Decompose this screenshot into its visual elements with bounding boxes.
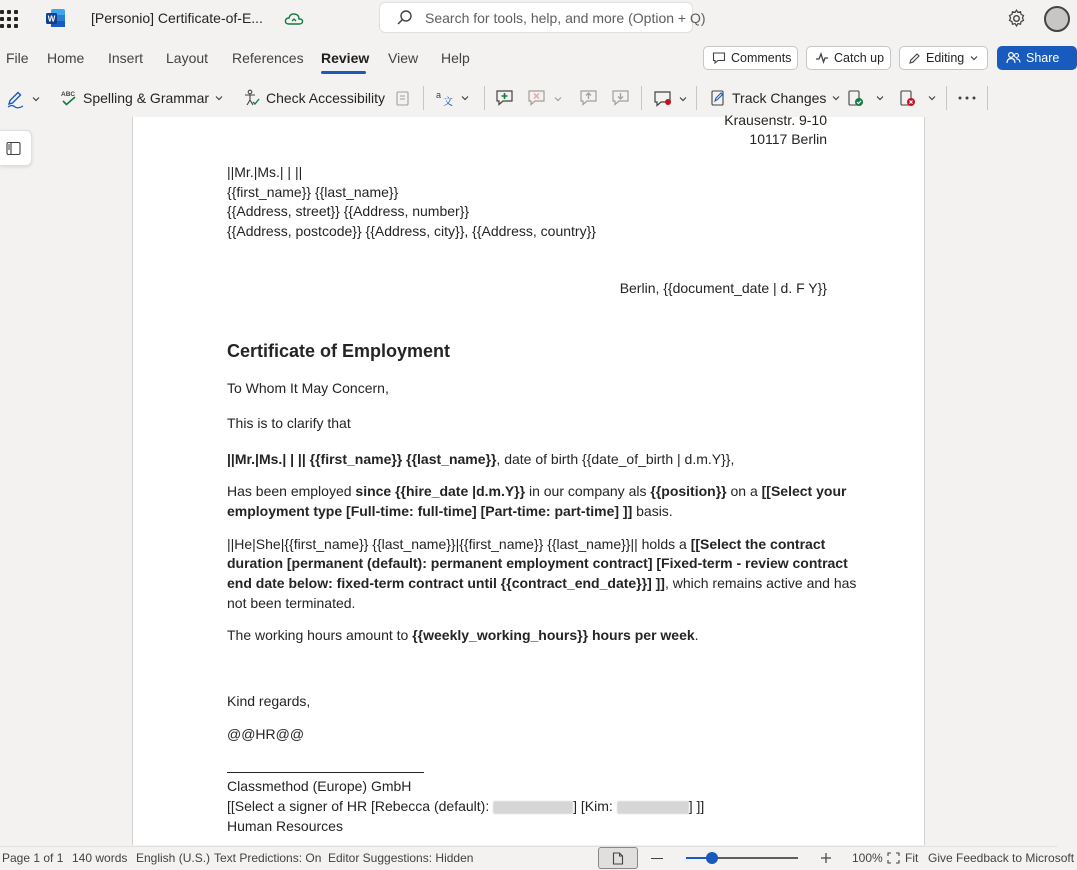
ribbon-separator — [987, 86, 988, 110]
chevron-down-icon — [678, 94, 688, 104]
new-comment-icon[interactable] — [495, 88, 515, 108]
navigation-pane-button[interactable] — [0, 130, 32, 166]
company-name: Classmethod (Europe) GmbH — [227, 778, 412, 794]
paragraph-contract-cont: not been terminated. — [227, 595, 356, 611]
zoom-slider-thumb[interactable] — [706, 852, 718, 864]
menu-layout[interactable]: Layout — [166, 50, 209, 66]
text-run: ] [Kim: — [573, 798, 613, 814]
comment-icon — [712, 51, 726, 65]
people-icon — [1006, 51, 1021, 65]
menu-review[interactable]: Review — [321, 50, 370, 66]
editing-mode-button[interactable] — [899, 46, 988, 70]
track-changes-button[interactable] — [709, 89, 841, 107]
svg-text:ABC: ABC — [61, 91, 76, 98]
show-comments-icon — [653, 89, 673, 109]
pulse-icon — [815, 51, 829, 65]
chevron-down-icon — [460, 93, 470, 103]
intro-line: This is to clarify that — [227, 415, 351, 431]
spelling-check-icon — [60, 89, 78, 107]
paragraph-hours — [227, 625, 699, 645]
editing-label: Editing — [926, 51, 965, 65]
reject-change-icon — [898, 89, 916, 107]
address-line: Krausenstr. 9-10 — [724, 112, 827, 128]
share-label: Share — [1026, 51, 1060, 65]
search-input[interactable]: Search for tools, help, and more (Option + Q) — [425, 10, 706, 26]
comments-label: Comments — [731, 51, 792, 65]
signature-line — [227, 772, 424, 773]
active-tab-indicator — [321, 71, 366, 74]
text-run: in our company als — [525, 483, 651, 499]
text-run: ||He|She|{{first_name}} {{last_name}}|{{first_name}} {{last_name}}|| holds a — [227, 536, 691, 552]
chevron-down-icon — [31, 94, 41, 104]
fit-button[interactable]: Fit — [905, 851, 919, 865]
redacted-name — [493, 801, 573, 814]
paragraph-contract — [227, 534, 825, 554]
bold-run: {{position}} — [650, 483, 727, 499]
bold-run: [[Select your — [761, 483, 847, 499]
text-run: ] ]] — [688, 798, 705, 814]
text-run: Has been employed — [227, 483, 356, 499]
ribbon-separator — [641, 86, 642, 110]
document-date: Berlin, {{document_date | d. F Y}} — [619, 280, 827, 296]
next-comment-icon[interactable] — [611, 88, 631, 108]
search-box[interactable] — [379, 2, 706, 33]
svg-text:W: W — [47, 14, 56, 24]
word-logo-icon — [46, 8, 66, 28]
svg-text:a: a — [436, 90, 442, 100]
bold-run: ||Mr.|Ms.| | || {{first_name}} {{last_name}} — [227, 451, 497, 467]
give-feedback-link[interactable]: Give Feedback to Microsoft — [928, 851, 1075, 865]
greeting: To Whom It May Concern, — [227, 380, 389, 396]
track-changes-label: Track Changes — [732, 90, 827, 106]
accept-change-icon — [846, 89, 864, 107]
comments-button[interactable] — [703, 46, 798, 70]
closing: Kind regards, — [227, 693, 311, 709]
editor-button[interactable] — [6, 89, 41, 109]
paragraph-contract-cont — [227, 573, 856, 593]
paragraph-employment-cont — [227, 501, 673, 521]
signer-selection — [227, 796, 704, 816]
recipient-city: {{Address, postcode}} {{Address, city}}, {{Address, country}} — [227, 223, 596, 239]
bold-run: since {{hire_date |d.m.Y}} — [355, 483, 526, 499]
translate-button[interactable] — [435, 89, 470, 107]
ribbon-separator — [946, 86, 947, 110]
menu-insert[interactable]: Insert — [108, 50, 144, 66]
text-run: . — [694, 627, 699, 643]
document-heading: Certificate of Employment — [227, 341, 451, 361]
bold-run: {{weekly_working_hours}} hours per week — [412, 627, 695, 643]
recipient-street: {{Address, street}} {{Address, number}} — [227, 203, 470, 219]
chevron-down-icon — [875, 93, 885, 103]
translate-icon — [435, 89, 455, 107]
department: Human Resources — [227, 818, 343, 834]
recipient-salutation: ||Mr.|Ms.| | || — [227, 164, 303, 180]
word-count[interactable]: 140 words — [72, 851, 128, 865]
chevron-down-icon[interactable] — [553, 94, 563, 104]
show-comments-button[interactable] — [653, 89, 688, 109]
svg-text:文: 文 — [443, 97, 453, 108]
navigation-pane-icon — [6, 141, 21, 156]
delete-comment-icon[interactable] — [527, 88, 547, 108]
ribbon-separator — [484, 86, 485, 110]
check-accessibility-label: Check Accessibility — [266, 90, 386, 106]
previous-comment-icon[interactable] — [579, 88, 599, 108]
share-button[interactable] — [997, 46, 1077, 70]
spelling-grammar-button[interactable] — [60, 89, 224, 107]
page-count[interactable]: Page 1 of 1 — [2, 851, 64, 865]
menu-help[interactable]: Help — [441, 50, 470, 66]
paragraph-employment — [227, 481, 846, 501]
menu-view[interactable]: View — [388, 50, 419, 66]
text-run: [[Select a signer of HR [Rebecca (default): — [227, 798, 490, 814]
bold-run: end date below: fixed-term contract until {{contract_end_date}}] ]] — [227, 575, 665, 591]
fit-icon — [887, 852, 900, 864]
menu-references[interactable]: References — [232, 50, 304, 66]
more-options-icon[interactable] — [958, 96, 976, 100]
zoom-in-icon[interactable] — [820, 852, 832, 864]
paragraph-contract-cont: duration [permanent (default): permanent employment contract] [Fixed-term - review contract — [227, 555, 848, 571]
read-aloud-icon[interactable] — [394, 89, 412, 107]
chevron-down-icon — [831, 93, 841, 103]
app-launcher-icon[interactable] — [0, 10, 18, 28]
text-run: , date of birth {{date_of_birth | d.m.Y}}, — [496, 451, 735, 467]
editor-suggestions-status[interactable]: Editor Suggestions: Hidden — [328, 851, 474, 865]
chevron-down-icon — [214, 93, 224, 103]
check-accessibility-button[interactable] — [243, 89, 385, 107]
text-run: , which remains active and has — [664, 575, 857, 591]
spelling-grammar-label: Spelling & Grammar — [83, 90, 210, 106]
bold-run: [[Select the contract — [690, 536, 826, 552]
accept-change-button[interactable] — [846, 89, 885, 107]
text-run: The working hours amount to — [227, 627, 413, 643]
accessibility-icon — [243, 89, 261, 107]
redacted-name — [617, 801, 689, 814]
text-run: on a — [726, 483, 762, 499]
text-run: basis. — [632, 503, 673, 519]
cloud-sync-icon[interactable] — [284, 10, 304, 28]
ribbon-separator — [423, 86, 424, 110]
gear-icon[interactable] — [1006, 8, 1027, 29]
menu-file[interactable]: File — [6, 50, 29, 66]
document-page[interactable] — [132, 112, 925, 845]
chevron-down-icon — [927, 93, 937, 103]
print-layout-button[interactable] — [598, 847, 638, 869]
document-title[interactable]: [Personio] Certificate-of-E... — [91, 10, 263, 26]
language-indicator[interactable]: English (U.S.) — [136, 851, 211, 865]
catch-up-button[interactable] — [806, 46, 891, 70]
editor-pen-icon — [6, 89, 26, 109]
chevron-down-icon — [969, 53, 979, 63]
search-icon — [396, 9, 414, 27]
zoom-out-button[interactable] — [651, 858, 663, 859]
address-line: 10117 Berlin — [749, 131, 827, 147]
paragraph-employee — [227, 449, 734, 469]
catch-up-label: Catch up — [834, 51, 885, 65]
menu-home[interactable]: Home — [47, 50, 85, 66]
avatar[interactable] — [1044, 6, 1070, 32]
zoom-level[interactable]: 100% — [852, 851, 883, 865]
track-changes-icon — [709, 89, 727, 107]
bold-run: employment type [Full-time: full-time] [Part-time: part-time] ]] — [227, 503, 633, 519]
page-view-icon — [612, 852, 624, 865]
text-predictions-status[interactable]: Text Predictions: On — [214, 851, 322, 865]
pencil-icon — [908, 52, 921, 65]
reject-change-button[interactable] — [898, 89, 937, 107]
hr-placeholder: @@HR@@ — [227, 726, 305, 742]
recipient-name: {{first_name}} {{last_name}} — [227, 184, 399, 200]
ribbon-separator — [696, 86, 697, 110]
